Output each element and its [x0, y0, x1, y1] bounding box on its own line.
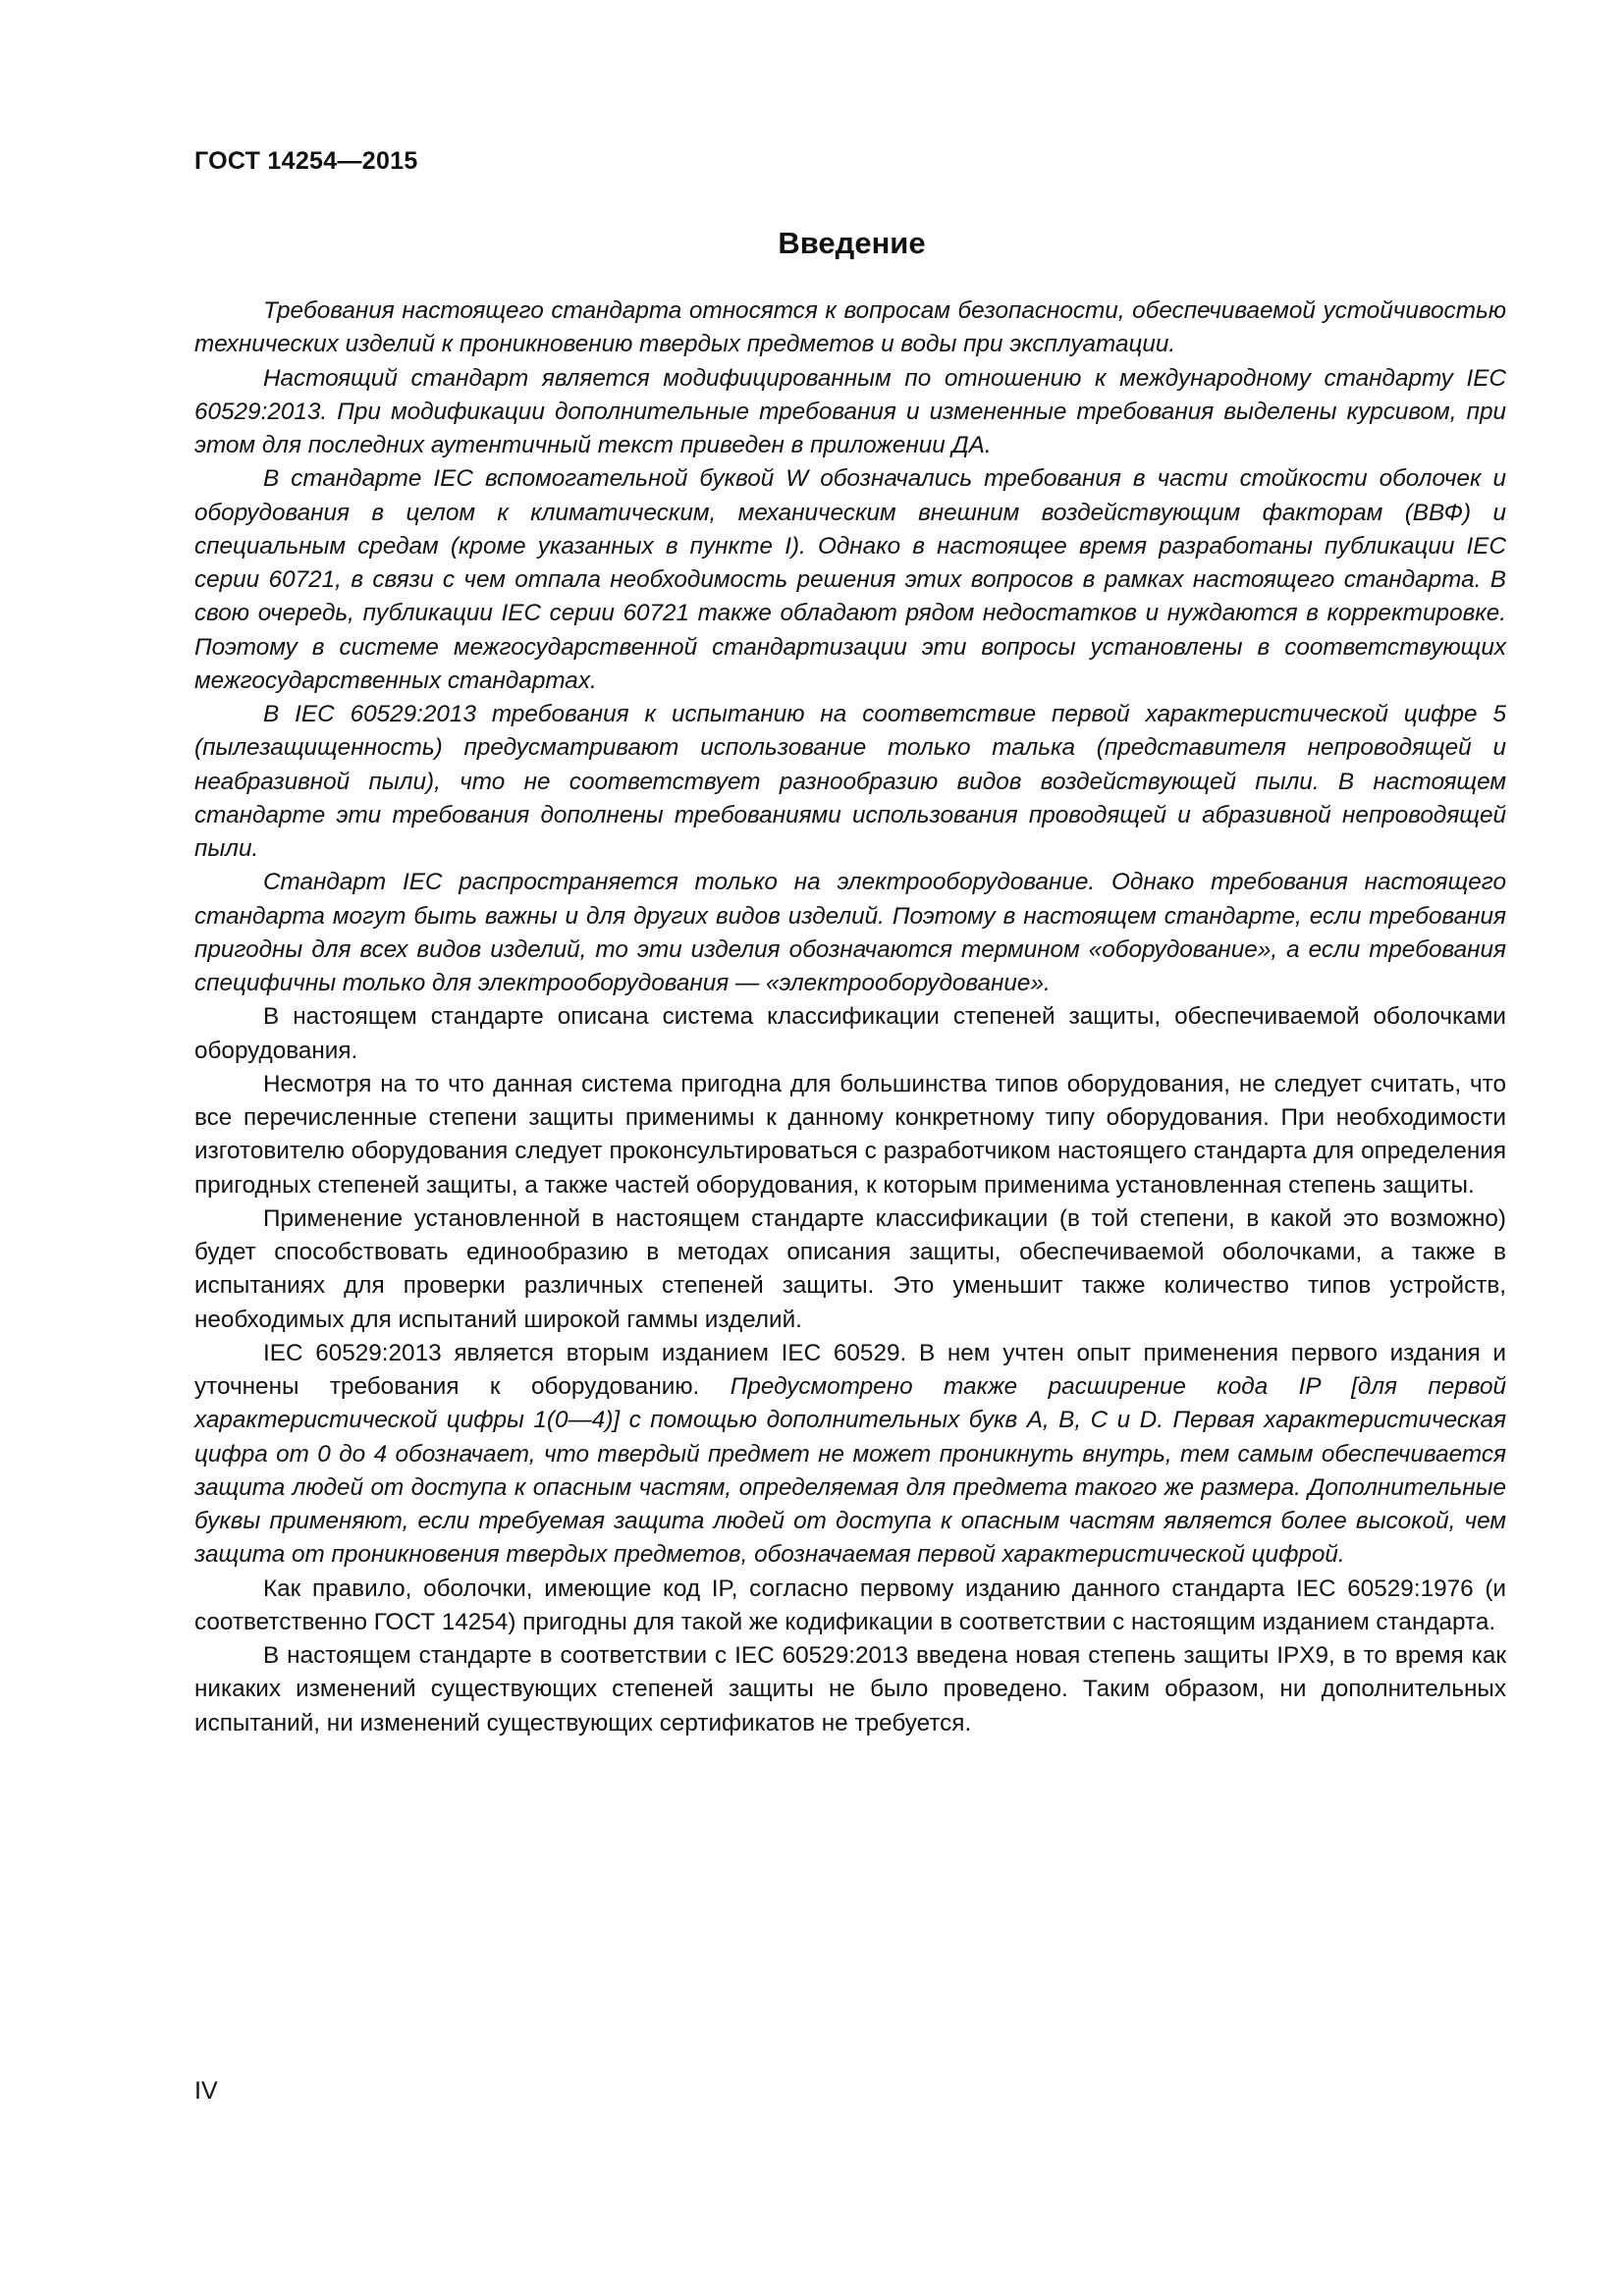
body-paragraph [194, 698, 1506, 866]
body-paragraph [194, 362, 1506, 463]
body-text [194, 294, 1506, 1740]
body-paragraph [194, 1000, 1506, 1068]
paragraph-italic-run: В стандарте IEC вспомогательной буквой W обозначались требования в части стойкости оболочек и оборудования в целом к климатическим, механическим внешним воздействующим факторам (ВВФ) и специальным средам (кроме указанных в пункте I). Однако в настоящее время разработаны публикации IEC серии 60721, в связи с чем отпала необходимость решения этих вопросов в рамках настоящего стандарта. В свою очередь, публикации IEC серии 60721 также обладают рядом недостатков и нуждаются в корректировке. Поэтому в системе межгосударственной стандартизации эти вопросы установлены в соответствующих межгосударственных стандартах. [194, 465, 1506, 694]
document-code: ГОСТ 14254—2015 [194, 147, 418, 175]
body-paragraph [194, 294, 1506, 362]
paragraph-italic-run: Предусмотрено также расширение кода IP [для первой характеристической цифры 1(0—4)] с помощью дополнительных букв A, B, C и D. Первая характеристическая цифра от 0 до 4 обозначает, что твердый предмет не может проникнуть внутрь, тем самым обеспечивается защита людей от доступа к опасным частям, определяемая для предмета такого же размера. Дополнительные буквы применяют, если требуемая защита людей от доступа к опасным частям является более высокой, чем защита от проникновения твердых предметов, обозначаемая первой характеристической цифрой. [194, 1373, 1506, 1569]
body-paragraph [194, 1573, 1506, 1640]
paragraph-text-run: В настоящем стандарте описана система классификации степеней защиты, обеспечиваемой оболочками оборудования. [194, 1003, 1506, 1064]
paragraph-text-run: IEC 60529:2013 является вторым изданием IEC 60529. В нем учтен опыт применения первого издания и уточнены требования к оборудованию. [194, 1339, 1506, 1400]
body-paragraph [194, 866, 1506, 1000]
section-title: Введение [778, 226, 926, 260]
body-paragraph [194, 1639, 1506, 1740]
body-paragraph [194, 1068, 1506, 1202]
body-paragraph [194, 462, 1506, 698]
body-paragraph [194, 1202, 1506, 1337]
paragraph-text-run: В настоящем стандарте в соответствии с IEC 60529:2013 введена новая степень защиты IPX9, в то время как никаких изменений существующих степеней защиты не было проведено. Таким образом, ни дополнительных испытаний, ни изменений существующих сертификатов не требуется. [194, 1642, 1506, 1736]
body-paragraph [194, 1337, 1506, 1573]
paragraph-text-run: Применение установленной в настоящем стандарте классификации (в той степени, в какой это возможно) будет способствовать единообразию в методах описания защиты, обеспечиваемой оболочками, а также в испытаниях для проверки различных степеней защиты. Это уменьшит также количество типов устройств, необходимых для испытаний широкой гаммы изделий. [194, 1204, 1506, 1333]
paragraph-text-run: Несмотря на то что данная система пригодна для большинства типов оборудования, не следует считать, что все перечисленные степени защиты применимы к данному конкретному типу оборудования. При необходимости изготовителю оборудования следует проконсультироваться с разработчиком настоящего стандарта для определения пригодных степеней защиты, а также частей оборудования, к которым применима установленная степень защиты. [194, 1070, 1506, 1199]
page-number: IV [194, 2077, 218, 2105]
paragraph-text-run: Как правило, оболочки, имеющие код IP, согласно первому изданию данного стандарта IEC 60529:1976 (и соответственно ГОСТ 14254) пригодны для такой же кодификации в соответствии с настоящим изданием стандарта. [194, 1575, 1506, 1635]
paragraph-italic-run: В IEC 60529:2013 требования к испытанию на соответствие первой характеристической цифре 5 (пылезащищенность) предусматривают использование только талька (представителя непроводящей и неабразивной пыли), что не соответствует разнообразию видов воздействующей пыли. В настоящем стандарте эти требования дополнены требованиями использования проводящей и абразивной непроводящей пыли. [194, 701, 1506, 862]
paragraph-italic-run: Настоящий стандарт является модифицированным по отношению к международному стандарту IEC 60529:2013. При модификации дополнительные требования и измененные требования выделены курсивом, при этом для последних аутентичный текст приведен в приложении ДА. [194, 364, 1506, 458]
paragraph-italic-run: Требования настоящего стандарта относятся к вопросам безопасности, обеспечиваемой устойчивостью технических изделий к проникновению твердых предметов и воды при эксплуатации. [194, 297, 1506, 358]
paragraph-italic-run: Стандарт IEC распространяется только на электрооборудование. Однако требования настоящего стандарта могут быть важны и для других видов изделий. Поэтому в настоящем стандарте, если требования пригодны для всех видов изделий, то эти изделия обозначаются термином «оборудование», а если требования специфичны только для электрооборудования — «электрооборудование». [194, 869, 1506, 996]
